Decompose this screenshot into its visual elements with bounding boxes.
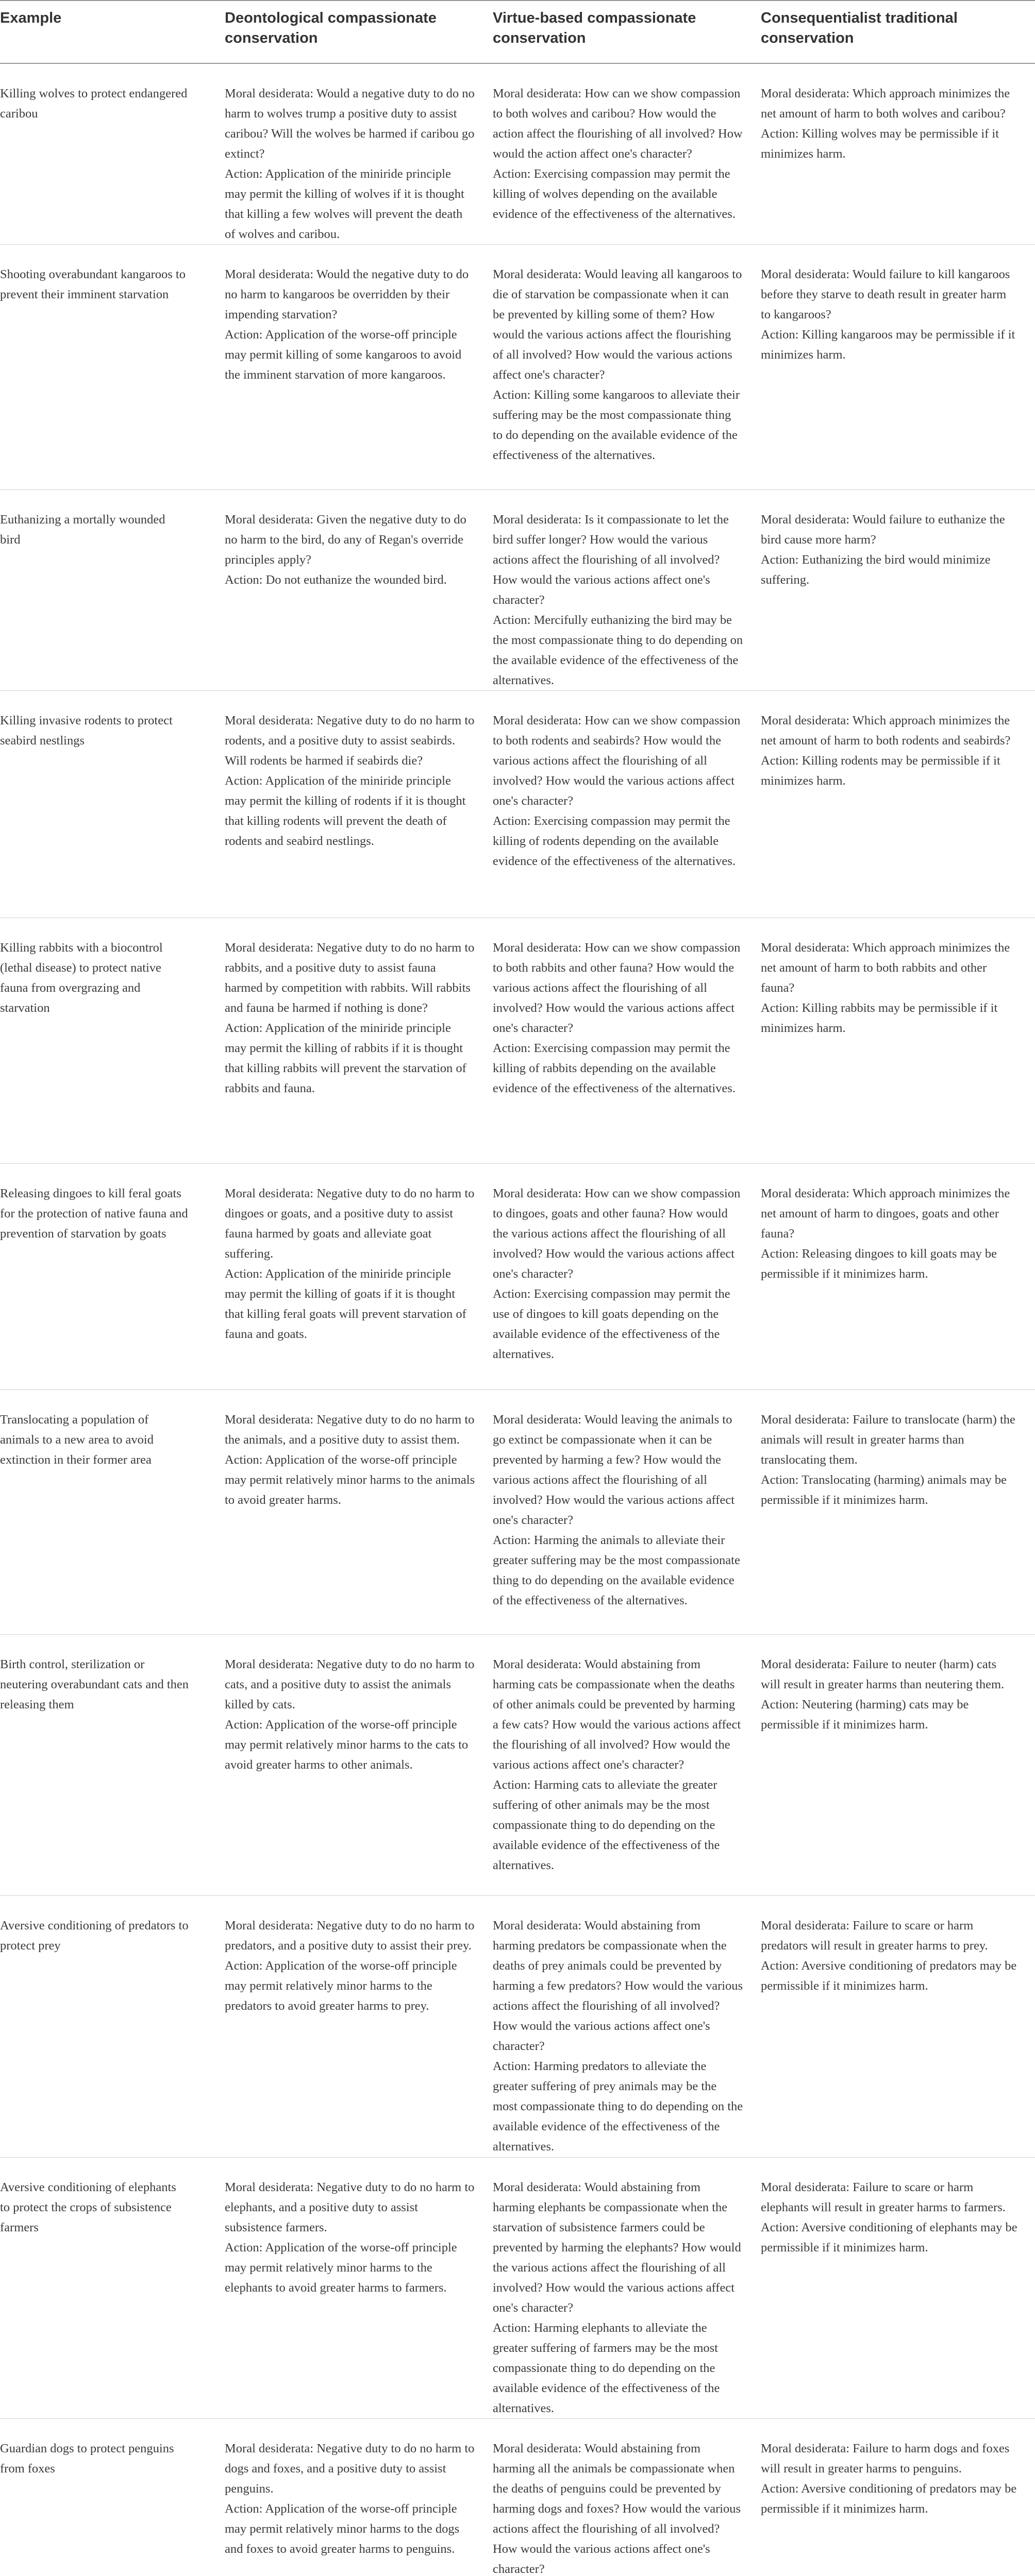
moral-desiderata-text: Moral desiderata: Failure to translocate (harm) the animals will result in greater harms than translocating them. (761, 1413, 1015, 1467)
consequentialist-cell (761, 691, 1035, 918)
action-text: Action: Application of the worse-off principle may permit relatively minor harms to the predators to avoid greater harms to prey. (225, 1959, 457, 2013)
deontological-cell (225, 490, 493, 691)
moral-desiderata-text: Moral desiderata: Would the negative duty to do no harm to kangaroos be overridden by their impending starvation? (225, 267, 469, 321)
moral-desiderata-text: Moral desiderata: How can we show compassion to both rabbits and other fauna? How would the various actions affect the flourishing of all involved? How would the various actions affect one's character? (493, 941, 741, 1035)
deontological-cell (225, 1164, 493, 1390)
moral-desiderata-text: Moral desiderata: Failure to harm dogs and foxes will result in greater harms to penguins. (761, 2442, 1010, 2476)
virtue-cell (493, 1164, 761, 1390)
deontological-cell (225, 1896, 493, 2158)
deontological-cell (225, 245, 493, 490)
moral-desiderata-text: Moral desiderata: Would abstaining from harming predators be compassionate when the deaths of prey animals could be prevented by harming a few predators? How would the various actions affect the flourishing of all involved? How would the various actions affect one's character? (493, 1919, 743, 2053)
example-cell: Killing wolves to protect endangered caribou (0, 63, 225, 245)
consequentialist-cell (761, 2419, 1035, 2576)
action-text: Action: Harming elephants to alleviate the greater suffering of farmers may be the most compassionate thing to do depending on the available evidence of the effectiveness of the alternatives. (493, 2321, 720, 2415)
example-cell: Shooting overabundant kangaroos to prevent their imminent starvation (0, 245, 225, 490)
moral-desiderata-text: Moral desiderata: Negative duty to do no harm to predators, and a positive duty to assist their prey. (225, 1919, 475, 1953)
action-text: Action: Do not euthanize the wounded bird. (225, 573, 447, 587)
table-row (0, 63, 1035, 245)
action-text: Action: Harming predators to alleviate the greater suffering of prey animals may be the most compassionate thing to do depending on the available evidence of the effectiveness of the alternatives. (493, 2059, 743, 2154)
consequentialist-cell (761, 2158, 1035, 2419)
moral-desiderata-text: Moral desiderata: Negative duty to do no harm to elephants, and a positive duty to assist subsistence farmers. (225, 2180, 475, 2234)
table-header-row (0, 1, 1035, 63)
table-row (0, 1390, 1035, 1635)
table-row (0, 1164, 1035, 1390)
moral-desiderata-text: Moral desiderata: Would abstaining from harming elephants be compassionate when the starvation of subsistence farmers could be prevented by harming the elephants? How would the various actions affect the flourishing of all involved? How would the various actions affect one's character? (493, 2180, 741, 2315)
action-text: Action: Mercifully euthanizing the bird may be the most compassionate thing to do depending on the available evidence of the effectiveness of the alternatives. (493, 613, 743, 687)
consequentialist-cell (761, 918, 1035, 1164)
action-text: Action: Aversive conditioning of predators may be permissible if it minimizes harm. (761, 1959, 1017, 1993)
deontological-cell (225, 2419, 493, 2576)
action-text: Action: Application of the worse-off principle may permit killing of some kangaroos to avoid the imminent starvation of more kangaroos. (225, 328, 462, 382)
action-text: Action: Application of the miniride principle may permit the killing of rodents if it is thought that killing rodents will prevent the death of rodents and seabird nestlings. (225, 774, 466, 848)
consequentialist-cell (761, 1635, 1035, 1896)
moral-desiderata-text: Moral desiderata: Would leaving the animals to go extinct be compassionate when it can be prevented by harming a few? How would the various actions affect the flourishing of all involved? How would the various actions affect one's character? (493, 1413, 735, 1527)
action-text: Action: Translocating (harming) animals may be permissible if it minimizes harm. (761, 1473, 1007, 1507)
virtue-cell (493, 918, 761, 1164)
table-row (0, 2158, 1035, 2419)
consequentialist-cell (761, 1390, 1035, 1635)
table-row (0, 918, 1035, 1164)
virtue-cell (493, 2419, 761, 2576)
deontological-cell (225, 63, 493, 245)
moral-desiderata-text: Moral desiderata: How can we show compassion to both rodents and seabirds? How would the various actions affect the flourishing of all involved? How would the various actions affect one's character? (493, 714, 741, 808)
example-cell: Releasing dingoes to kill feral goats for the protection of native fauna and prevention of starvation by goats (0, 1164, 225, 1390)
moral-desiderata-text: Moral desiderata: Would failure to kill kangaroos before they starve to death result in greater harm to kangaroos? (761, 267, 1010, 321)
moral-desiderata-text: Moral desiderata: Would failure to euthanize the bird cause more harm? (761, 513, 1005, 547)
example-cell: Aversive conditioning of predators to protect prey (0, 1896, 225, 2158)
action-text: Action: Application of the worse-off principle may permit relatively minor harms to the cats to avoid greater harms to other animals. (225, 1718, 469, 1772)
action-text: Action: Neutering (harming) cats may be permissible if it minimizes harm. (761, 1698, 969, 1732)
consequentialist-cell (761, 63, 1035, 245)
virtue-cell (493, 1635, 761, 1896)
moral-desiderata-text: Moral desiderata: Negative duty to do no harm to rodents, and a positive duty to assist seabirds. Will rodents be harmed if seabirds die? (225, 714, 475, 768)
consequentialist-cell (761, 1896, 1035, 2158)
table-row (0, 1896, 1035, 2158)
action-text: Action: Aversive conditioning of predators may be permissible if it minimizes harm. (761, 2482, 1017, 2516)
example-cell: Euthanizing a mortally wounded bird (0, 490, 225, 691)
example-cell: Killing rabbits with a biocontrol (lethal disease) to protect native fauna from overgrazing and starvation (0, 918, 225, 1164)
moral-desiderata-text: Moral desiderata: Would a negative duty to do no harm to wolves trump a positive duty to assist caribou? Will the wolves be harmed if caribou go extinct? (225, 87, 475, 161)
moral-desiderata-text: Moral desiderata: Which approach minimizes the net amount of harm to both wolves and caribou? (761, 87, 1010, 121)
virtue-cell (493, 691, 761, 918)
action-text: Action: Harming the animals to alleviate their greater suffering may be the most compassionate thing to do depending on the available evidence of the effectiveness of the alternatives. (493, 1533, 740, 1607)
table-row (0, 490, 1035, 691)
moral-desiderata-text: Moral desiderata: Which approach minimizes the net amount of harm to both rodents and seabirds? (761, 714, 1011, 748)
moral-desiderata-text: Moral desiderata: Failure to scare or harm predators will result in greater harms to prey. (761, 1919, 988, 1953)
moral-desiderata-text: Moral desiderata: Negative duty to do no harm to the animals, and a positive duty to assist them. (225, 1413, 475, 1447)
virtue-cell (493, 245, 761, 490)
deontological-cell (225, 918, 493, 1164)
action-text: Action: Application of the miniride principle may permit the killing of wolves if it is thought that killing a few wolves will prevent the death of wolves and caribou. (225, 167, 464, 241)
action-text: Action: Euthanizing the bird would minimize suffering. (761, 553, 991, 587)
action-text: Action: Exercising compassion may permit the killing of wolves depending on the available evidence of the effectiveness of the alternatives. (493, 167, 736, 221)
moral-desiderata-text: Moral desiderata: Would abstaining from harming cats be compassionate when the deaths of other animals could be prevented by harming a few cats? How would the various actions affect the flourishing of all involved? How would the various actions affect one's character? (493, 1657, 741, 1772)
action-text: Action: Aversive conditioning of elephants may be permissible if it minimizes harm. (761, 2221, 1017, 2255)
header-deontological: Deontological compassionate conservation (225, 1, 493, 63)
example-cell: Killing invasive rodents to protect seabird nestlings (0, 691, 225, 918)
moral-desiderata-text: Moral desiderata: Given the negative duty to do no harm to the bird, do any of Regan's override principles apply? (225, 513, 466, 567)
action-text: Action: Killing rodents may be permissible if it minimizes harm. (761, 754, 1000, 788)
moral-desiderata-text: Moral desiderata: How can we show compassion to dingoes, goats and other fauna? How would the various actions affect the flourishing of all involved? How would the various actions affect one's character? (493, 1187, 741, 1281)
table-row (0, 691, 1035, 918)
action-text: Action: Application of the miniride principle may permit the killing of rabbits if it is thought that killing rabbits will prevent the starvation of rabbits and fauna. (225, 1021, 466, 1095)
moral-desiderata-text: Moral desiderata: Failure to scare or harm elephants will result in greater harms to farmers. (761, 2180, 1006, 2214)
action-text: Action: Exercising compassion may permit the killing of rabbits depending on the available evidence of the effectiveness of the alternatives. (493, 1041, 736, 1095)
deontological-cell (225, 1390, 493, 1635)
virtue-cell (493, 2158, 761, 2419)
virtue-cell (493, 1390, 761, 1635)
action-text: Action: Killing some kangaroos to alleviate their suffering may be the most compassionate thing to do depending on the available evidence of the effectiveness of the alternatives. (493, 388, 740, 462)
header-consequentialist: Consequentialist traditional conservation (761, 1, 1035, 63)
header-example: Example (0, 1, 225, 63)
virtue-cell (493, 1896, 761, 2158)
action-text: Action: Killing rabbits may be permissible if it minimizes harm. (761, 1001, 998, 1035)
moral-desiderata-text: Moral desiderata: Would leaving all kangaroos to die of starvation be compassionate when it can be prevented by killing some of them? How would the various actions affect the flourishing of all involved? How would the various actions affect one's character? (493, 267, 742, 382)
example-cell: Aversive conditioning of elephants to protect the crops of subsistence farmers (0, 2158, 225, 2419)
table-row (0, 2419, 1035, 2576)
virtue-cell (493, 63, 761, 245)
moral-desiderata-text: Moral desiderata: Negative duty to do no harm to cats, and a positive duty to assist the animals killed by cats. (225, 1657, 475, 1711)
action-text: Action: Killing kangaroos may be permissible if it minimizes harm. (761, 328, 1015, 362)
deontological-cell (225, 2158, 493, 2419)
action-text: Action: Harming cats to alleviate the greater suffering of other animals may be the most compassionate thing to do depending on the available evidence of the effectiveness of the alternatives. (493, 1778, 720, 1872)
moral-desiderata-text: Moral desiderata: How can we show compassion to both wolves and caribou? How would the action affect the flourishing of all involved? How would the action affect one's character? (493, 87, 743, 161)
action-text: Action: Application of the worse-off principle may permit relatively minor harms to the dogs and foxes to avoid greater harms to penguins. (225, 2502, 460, 2556)
consequentialist-cell (761, 1164, 1035, 1390)
consequentialist-cell (761, 490, 1035, 691)
deontological-cell (225, 1635, 493, 1896)
example-cell: Guardian dogs to protect penguins from foxes (0, 2419, 225, 2576)
moral-desiderata-text: Moral desiderata: Negative duty to do no harm to dogs and foxes, and a positive duty to assist penguins. (225, 2442, 475, 2496)
action-text: Action: Exercising compassion may permit the killing of rodents depending on the available evidence of the effectiveness of the alternatives. (493, 814, 736, 868)
action-text: Action: Application of the miniride principle may permit the killing of goats if it is thought that killing feral goats will prevent starvation of fauna and goats. (225, 1267, 466, 1341)
action-text: Action: Killing wolves may be permissible if it minimizes harm. (761, 127, 999, 161)
header-virtue: Virtue-based compassionate conservation (493, 1, 761, 63)
moral-desiderata-text: Moral desiderata: Would abstaining from harming all the animals be compassionate when the deaths of penguins could be prevented by harming dogs and foxes? How would the various actions affect the flourishing of all involved? How would the various actions affect one's character? (493, 2442, 741, 2576)
consequentialist-cell (761, 245, 1035, 490)
moral-desiderata-text: Moral desiderata: Is it compassionate to let the bird suffer longer? How would the various actions affect the flourishing of all involved? How would the various actions affect one's character? (493, 513, 729, 607)
moral-desiderata-text: Moral desiderata: Failure to neuter (harm) cats will result in greater harms than neutering them. (761, 1657, 1005, 1691)
moral-desiderata-text: Moral desiderata: Negative duty to do no harm to rabbits, and a positive duty to assist fauna harmed by competition with rabbits. Will rabbits and fauna be harmed if nothing is done? (225, 941, 475, 1015)
moral-desiderata-text: Moral desiderata: Which approach minimizes the net amount of harm to both rabbits and other fauna? (761, 941, 1010, 995)
action-text: Action: Application of the worse-off principle may permit relatively minor harms to the animals to avoid greater harms. (225, 1453, 475, 1507)
action-text: Action: Exercising compassion may permit the use of dingoes to kill goats depending on the available evidence of the effectiveness of the alternatives. (493, 1287, 730, 1361)
action-text: Action: Application of the worse-off principle may permit relatively minor harms to the elephants to avoid greater harms to farmers. (225, 2241, 457, 2295)
moral-desiderata-text: Moral desiderata: Which approach minimizes the net amount of harm to dingoes, goats and other fauna? (761, 1187, 1010, 1241)
action-text: Action: Releasing dingoes to kill goats may be permissible if it minimizes harm. (761, 1247, 997, 1281)
virtue-cell (493, 490, 761, 691)
deontological-cell (225, 691, 493, 918)
table-row (0, 245, 1035, 490)
example-cell: Translocating a population of animals to a new area to avoid extinction in their former area (0, 1390, 225, 1635)
example-cell: Birth control, sterilization or neutering overabundant cats and then releasing them (0, 1635, 225, 1896)
moral-desiderata-text: Moral desiderata: Negative duty to do no harm to dingoes or goats, and a positive duty to assist fauna harmed by goats and alleviate goat suffering. (225, 1187, 475, 1261)
table-row (0, 1635, 1035, 1896)
